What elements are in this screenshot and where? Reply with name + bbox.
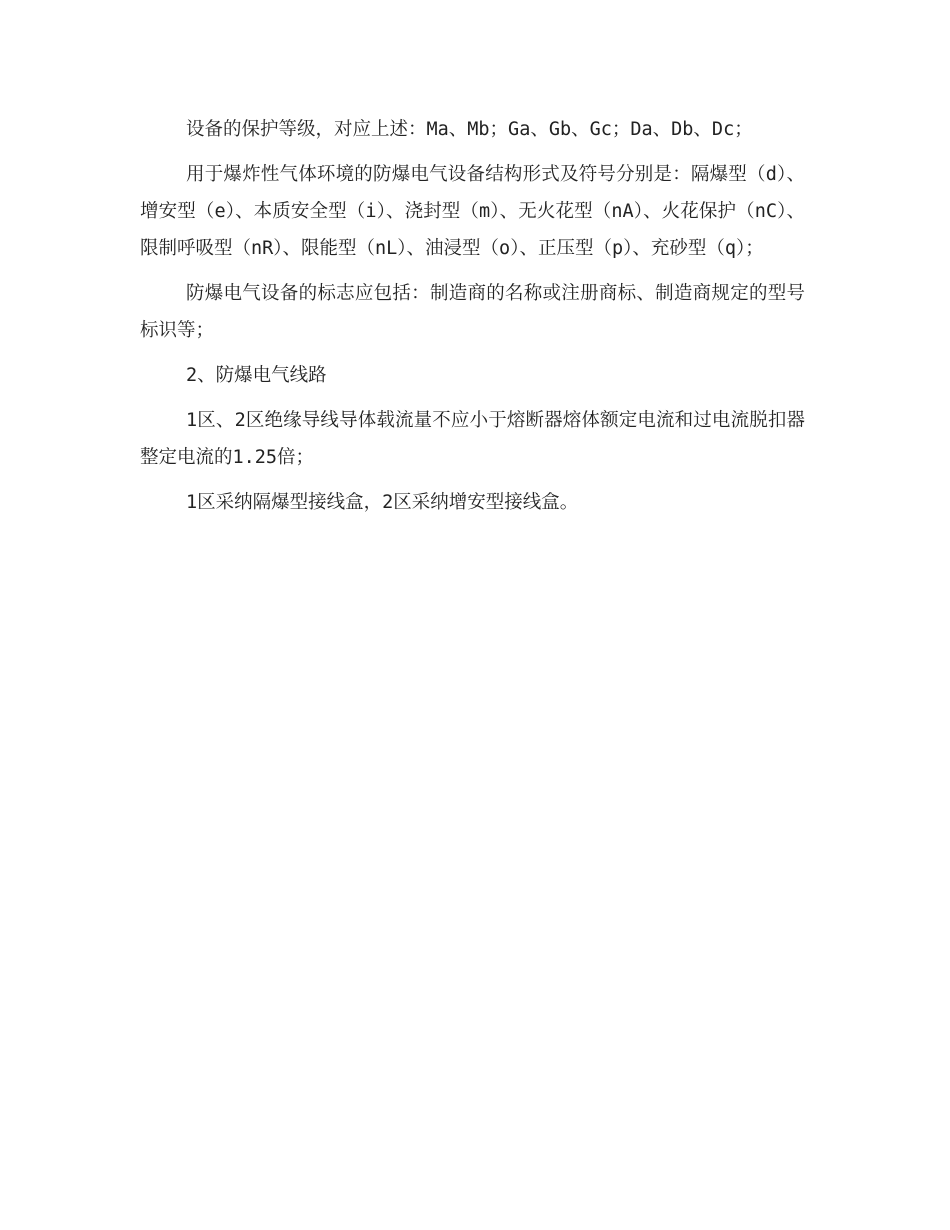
paragraph-junction-box: 1区采纳隔爆型接线盒，2区采纳增安型接线盒。 xyxy=(186,492,579,513)
section-heading-wiring: 2、防爆电气线路 xyxy=(186,365,327,386)
paragraph-conductor-capacity: 1区、2区绝缘导线导体载流量不应小于熔断器熔体额定电流和过电流脱扣器整定电流的1.25倍； xyxy=(140,410,805,468)
paragraph-structure-types: 用于爆炸性气体环境的防爆电气设备结构形式及符号分别是：隔爆型（d）、增安型（e）、本质安全型（i）、浇封型（m）、无火花型（nA）、火花保护（nC）、限制呼吸型（nR）、限能型（nL）、油浸型（o）、正压型（p）、充砂型（q）； xyxy=(140,164,805,259)
document-body xyxy=(140,111,805,529)
paragraph-protection-levels: 设备的保护等级，对应上述：Ma、Mb；Ga、Gb、Gc；Da、Db、Dc； xyxy=(186,119,753,140)
paragraph-marking: 防爆电气设备的标志应包括：制造商的名称或注册商标、制造商规定的型号标识等； xyxy=(140,283,805,341)
